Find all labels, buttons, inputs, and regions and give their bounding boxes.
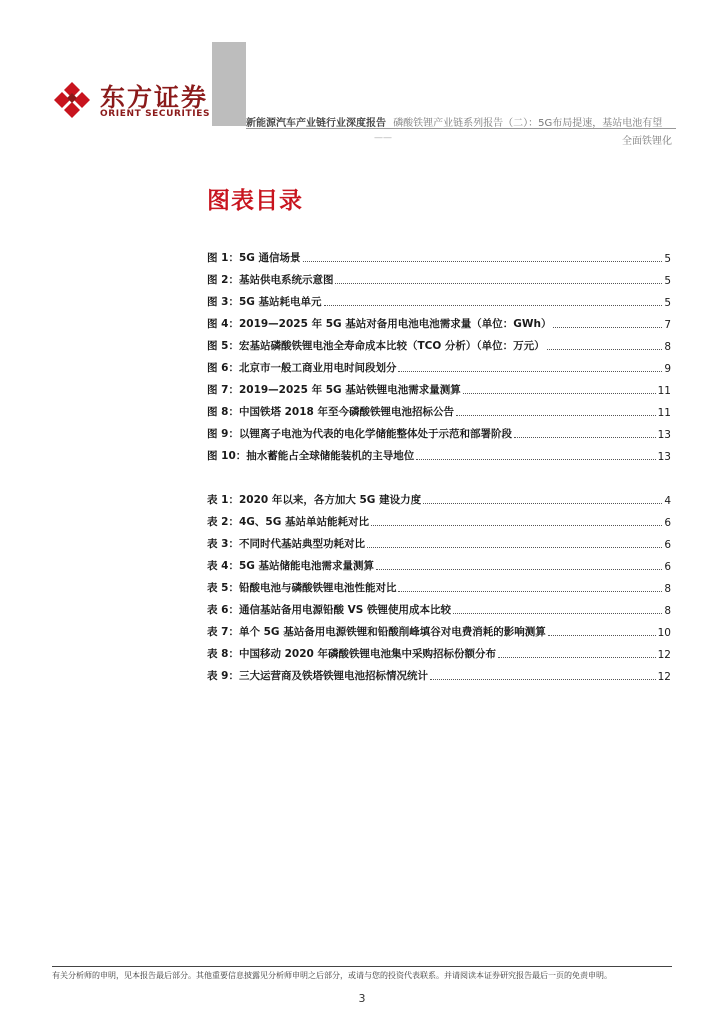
report-title-continuation: 全面铁锂化 [622, 136, 672, 147]
dot-leader [453, 613, 662, 614]
table-entry[interactable] [207, 573, 671, 595]
figure-entry-label: 图 5：宏基站磷酸铁锂电池全寿命成本比较（TCO 分析）（单位：万元） [207, 340, 545, 352]
figure-entry[interactable] [207, 397, 671, 419]
table-entry-label: 表 8：中国移动 2020 年磷酸铁锂电池集中采购招标份额分布 [207, 648, 496, 660]
dot-leader [548, 635, 656, 636]
toc-title: 图表目录 [207, 188, 303, 214]
table-entry-label: 表 7：单个 5G 基站备用电源铁锂和铅酸削峰填谷对电费消耗的影响测算 [207, 626, 546, 638]
table-entry-page: 6 [664, 539, 671, 551]
figure-entry-label: 图 2：基站供电系统示意图 [207, 274, 334, 286]
logo-name-cn: 东方证券 [100, 83, 209, 112]
figure-entry[interactable] [207, 243, 671, 265]
table-entry-label: 表 4：5G 基站储能电池需求量测算 [207, 560, 375, 572]
table-entry-page: 8 [664, 583, 671, 595]
figure-entry-page: 5 [664, 275, 671, 287]
table-entry[interactable] [207, 507, 671, 529]
table-entry[interactable] [207, 661, 671, 683]
table-entry[interactable] [207, 639, 671, 661]
dot-leader [371, 525, 662, 526]
figure-entry-label: 图 9：以锂离子电池为代表的电化学储能整体处于示范和部署阶段 [207, 428, 512, 440]
figure-entry-page: 7 [664, 319, 671, 331]
figure-entry-label: 图 8：中国铁塔 2018 年至今磷酸铁锂电池招标公告 [207, 406, 454, 418]
dot-leader [398, 591, 662, 592]
dot-leader [514, 437, 656, 438]
report-title: 磷酸铁锂产业链系列报告（二）：5G布局提速，基站电池有望 [393, 118, 663, 129]
page-number: 3 [358, 992, 366, 1005]
figure-entry-page: 9 [664, 363, 671, 375]
orient-securities-logo-icon [52, 80, 92, 120]
figure-entry-page: 11 [657, 407, 671, 419]
dot-leader [416, 459, 655, 460]
dot-leader [335, 283, 662, 284]
dot-leader [547, 349, 663, 350]
header-gray-block [212, 42, 246, 126]
table-entry-page: 4 [664, 495, 671, 507]
figure-entry[interactable] [207, 309, 671, 331]
footer-divider [52, 966, 672, 967]
dot-leader [553, 327, 662, 328]
figure-entry-label: 图 7：2019—2025 年 5G 基站铁锂电池需求量测算 [207, 384, 461, 396]
figure-entry-page: 13 [657, 451, 671, 463]
figure-entry[interactable] [207, 419, 671, 441]
dot-leader [463, 393, 656, 394]
figure-entry-label: 图 4：2019—2025 年 5G 基站对备用电池电池需求量（单位：GWh） [207, 318, 552, 330]
report-header [246, 114, 662, 129]
table-entry-page: 6 [664, 517, 671, 529]
dot-leader [430, 679, 656, 680]
figure-entry-label: 图 1：5G 通信场景 [207, 252, 301, 264]
report-category: 新能源汽车产业链行业深度报告 [246, 118, 386, 129]
figure-entry[interactable] [207, 441, 671, 463]
figure-entry-label: 图 10：抽水蓄能占全球储能装机的主导地位 [207, 450, 415, 462]
figure-entry[interactable] [207, 331, 671, 353]
table-entry-label: 表 5：铅酸电池与磷酸铁锂电池性能对比 [207, 582, 397, 594]
table-entry-page: 12 [657, 671, 671, 683]
figure-entry-page: 8 [664, 341, 671, 353]
dot-leader [376, 569, 662, 570]
figure-entry-page: 5 [664, 253, 671, 265]
figure-entry-label: 图 3：5G 基站耗电单元 [207, 296, 322, 308]
table-entry-page: 12 [657, 649, 671, 661]
figure-entry-page: 5 [664, 297, 671, 309]
table-entry[interactable] [207, 617, 671, 639]
table-entry-label: 表 1：2020 年以来，各方加大 5G 建设力度 [207, 494, 422, 506]
dot-leader [367, 547, 662, 548]
table-entry-page: 8 [664, 605, 671, 617]
figure-entry[interactable] [207, 375, 671, 397]
table-entry-label: 表 9：三大运营商及铁塔铁锂电池招标情况统计 [207, 670, 428, 682]
table-entry-label: 表 2：4G、5G 基站单站能耗对比 [207, 516, 369, 528]
header-divider [246, 128, 676, 129]
figure-entry[interactable] [207, 265, 671, 287]
table-entry-label: 表 6：通信基站备用电源铅酸 VS 铁锂使用成本比较 [207, 604, 451, 616]
table-entry[interactable] [207, 485, 671, 507]
dot-leader [423, 503, 662, 504]
table-entry-label: 表 3：不同时代基站典型功耗对比 [207, 538, 365, 550]
table-entry[interactable] [207, 595, 671, 617]
figure-entry[interactable] [207, 353, 671, 375]
dot-leader [498, 657, 656, 658]
figure-entry-page: 13 [657, 429, 671, 441]
company-logo [52, 78, 212, 124]
figure-entry-label: 图 6：北京市一般工商业用电时间段划分 [207, 362, 397, 374]
figure-entry[interactable] [207, 287, 671, 309]
dot-leader [456, 415, 656, 416]
table-entry-page: 10 [657, 627, 671, 639]
table-list [207, 485, 671, 683]
dot-leader [303, 261, 663, 262]
table-entry-page: 6 [664, 561, 671, 573]
table-entry[interactable] [207, 529, 671, 551]
header-dash: —— [374, 133, 392, 143]
table-entry[interactable] [207, 551, 671, 573]
figure-list [207, 243, 671, 463]
footer-disclaimer: 有关分析师的申明，见本报告最后部分。其他重要信息披露见分析师申明之后部分，或请与您的投资代表联系。并请阅读本证券研究报告最后一页的免责申明。 [52, 971, 612, 980]
logo-name-en: ORIENT SECURITIES [100, 109, 211, 119]
dot-leader [324, 305, 663, 306]
figure-entry-page: 11 [657, 385, 671, 397]
dot-leader [398, 371, 662, 372]
